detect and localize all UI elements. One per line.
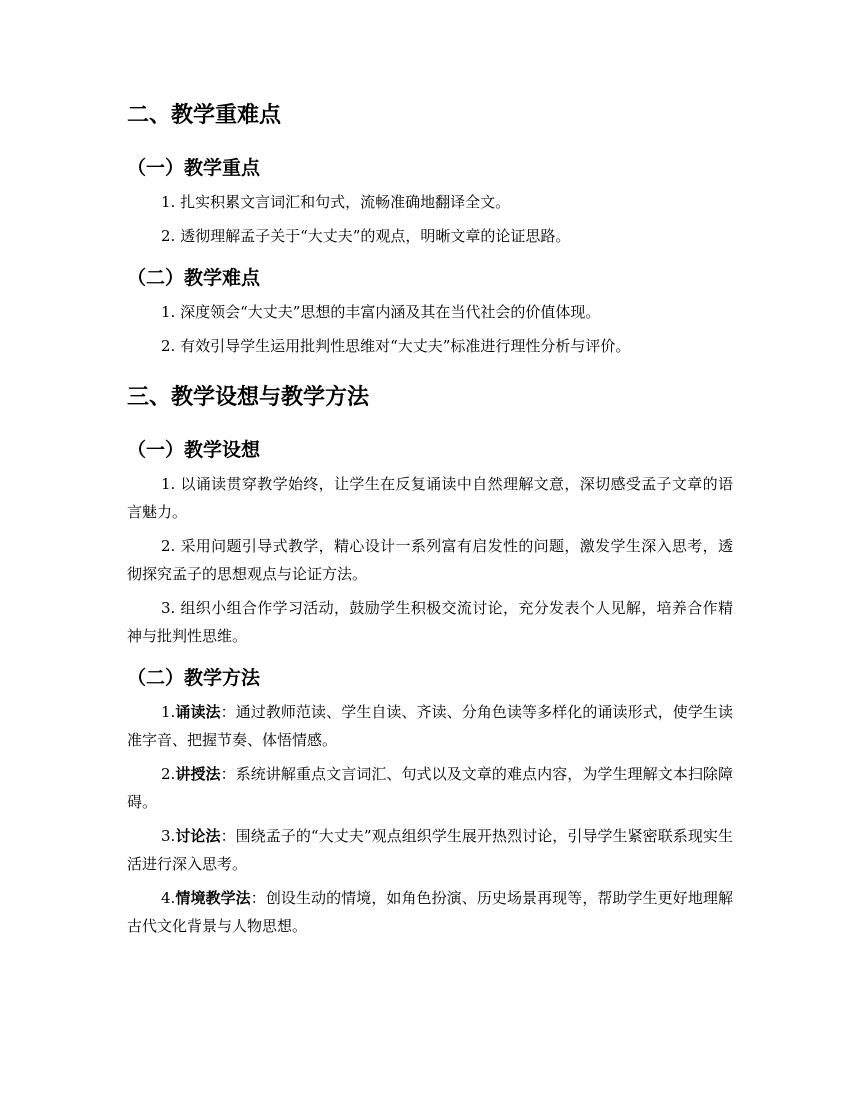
method-term: 讨论法 [175, 827, 221, 845]
method-text: 围绕孟子的“大丈夫”观点组织学生展开热烈讨论，引导学生紧密联系现实生活进行深入思考。 [127, 827, 733, 873]
method-colon: ： [250, 889, 266, 907]
subheading-teaching-methods: （二）教学方法 [127, 667, 261, 689]
method-item-2 [127, 760, 733, 816]
method-item-4 [127, 884, 733, 940]
method-num: 2. [161, 765, 176, 783]
method-item-1 [127, 698, 733, 754]
section-heading-2: 二、教学重难点 [127, 103, 282, 128]
design-item-2: 2. 采用问题引导式教学，精心设计一系列富有启发性的问题，激发学生深入思考，透彻探究孟子的思想观点与论证方法。 [127, 537, 733, 583]
method-colon: ： [220, 703, 236, 721]
difficult-point-1: 1. 深度领会“大丈夫”思想的丰富内涵及其在当代社会的价值体现。 [161, 303, 601, 321]
method-text: 系统讲解重点文言词汇、句式以及文章的难点内容，为学生理解文本扫除障碍。 [127, 765, 733, 811]
method-num: 3. [161, 827, 176, 845]
key-point-1: 1. 扎实积累文言词汇和句式，流畅准确地翻译全文。 [161, 193, 511, 211]
method-term: 诵读法 [175, 703, 221, 721]
method-colon: ： [220, 765, 236, 783]
method-text: 通过教师范读、学生自读、齐读、分角色读等多样化的诵读形式，使学生读准字音、把握节奏、体悟情感。 [127, 703, 733, 749]
method-text: 创设生动的情境，如角色扮演、历史场景再现等，帮助学生更好地理解古代文化背景与人物思想。 [127, 889, 733, 935]
subheading-key-points: （一）教学重点 [127, 157, 261, 179]
design-item-1: 1. 以诵读贯穿教学始终，让学生在反复诵读中自然理解文意，深切感受孟子文章的语言魅力。 [127, 475, 733, 521]
design-item-3: 3. 组织小组合作学习活动，鼓励学生积极交流讨论，充分发表个人见解，培养合作精神与批判性思维。 [127, 599, 733, 645]
key-point-2: 2. 透彻理解孟子关于“大丈夫”的观点，明晰文章的论证思路。 [161, 227, 571, 245]
method-item-3 [127, 822, 733, 878]
subheading-teaching-design: （一）教学设想 [127, 439, 261, 461]
difficult-point-2: 2. 有效引导学生运用批判性思维对“大丈夫”标准进行理性分析与评价。 [161, 337, 631, 355]
method-term: 情境教学法 [175, 889, 251, 907]
method-num: 1. [161, 703, 176, 721]
method-colon: ： [220, 827, 236, 845]
method-num: 4. [161, 889, 176, 907]
subheading-difficult-points: （二）教学难点 [127, 267, 261, 289]
method-term: 讲授法 [175, 765, 221, 783]
section-heading-3: 三、教学设想与教学方法 [127, 385, 370, 410]
